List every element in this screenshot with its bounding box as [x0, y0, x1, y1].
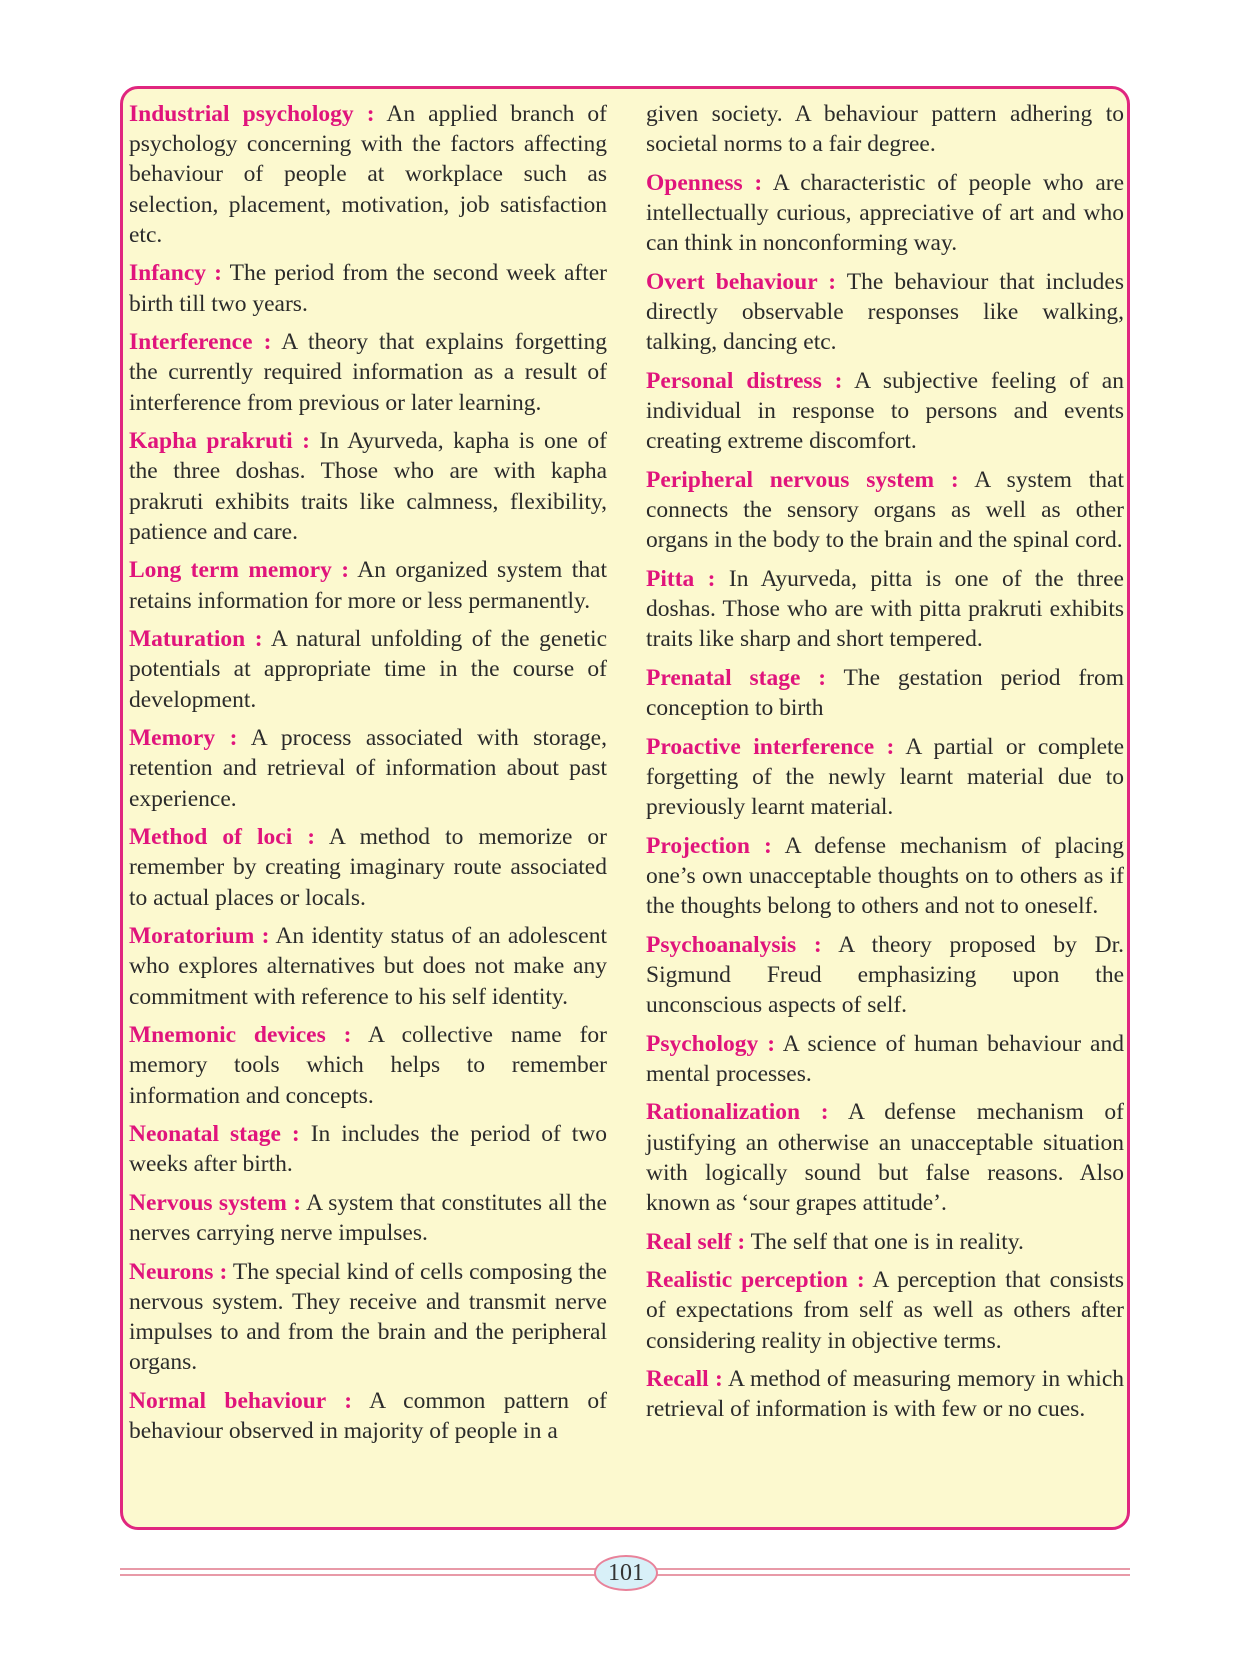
glossary-definition: A method of measuring memory in which retrieval of information is with few or no cues. [646, 1366, 1125, 1423]
glossary-term: Real self : [646, 1228, 746, 1255]
glossary-term: Mnemonic devices : [129, 1022, 352, 1049]
glossary-term: Method of loci : [129, 824, 316, 851]
glossary-entry [129, 1119, 607, 1179]
glossary-definition: The self that one is in reality. [745, 1228, 1024, 1255]
glossary-definition: A system that constitutes all the nerves carrying nerve impulses. [129, 1190, 607, 1247]
glossary-term: Proactive interference : [646, 733, 895, 760]
glossary-definition: An organized system that retains information for more or less permanently. [129, 557, 607, 614]
glossary-panel [120, 86, 1130, 1530]
glossary-definition: A method to memorize or remember by creating imaginary route associated to actual places or locals. [129, 824, 607, 911]
glossary-definition: In Ayurveda, pitta is one of the three doshas. Those who are with pitta prakruti exhibits traits like sharp and short tempered. [646, 565, 1124, 653]
glossary-definition: The period from the second week after birth till two years. [129, 260, 607, 317]
glossary-definition: A defense mechanism of justifying an otherwise an unacceptable situation with logically sound but false reasons. Also known as ‘sour grapes attitude’. [646, 1099, 1124, 1216]
glossary-entry [129, 258, 607, 318]
glossary-term: Peripheral nervous system : [646, 466, 959, 493]
glossary-term: Normal behaviour : [129, 1388, 353, 1414]
glossary-term: Maturation : [129, 626, 263, 653]
glossary-term: Neurons : [129, 1258, 228, 1285]
glossary-definition: A natural unfolding of the genetic potentials at appropriate time in the course of development. [129, 626, 607, 713]
glossary-definition: A system that connects the sensory organs as well as other organs in the body to the brain and the spinal cord. [646, 466, 1124, 554]
glossary-term: Long term memory : [129, 557, 350, 584]
glossary-entry [646, 930, 1124, 1021]
glossary-entry [646, 1364, 1124, 1424]
glossary-term: Nervous system : [129, 1190, 302, 1216]
glossary-definition: given society. A behaviour pattern adhering to societal norms to a fair degree. [646, 101, 1124, 158]
glossary-entry [129, 1020, 607, 1111]
glossary-entry [129, 1257, 607, 1378]
glossary-entry [129, 1386, 607, 1446]
glossary-definition: In includes the period of two weeks after birth. [129, 1121, 607, 1178]
glossary-entry [646, 465, 1124, 556]
glossary-definition: A perception that consists of expectations from self as well as others after considering reality in objective terms. [646, 1267, 1125, 1354]
glossary-entry [129, 822, 607, 913]
glossary-term: Industrial psychology : [129, 101, 375, 127]
glossary-entry [646, 831, 1124, 922]
glossary-entry [129, 1188, 607, 1248]
glossary-entry [646, 1265, 1124, 1356]
glossary-definition: A characteristic of people who are intellectually curious, appreciative of art and who can think in nonconforming way. [646, 169, 1125, 257]
glossary-term: Interference : [129, 329, 272, 356]
glossary-definition: An identity status of an adolescent who explores alternatives but does not make any commitment with reference to his self identity. [129, 923, 607, 1010]
glossary-term: Kapha prakruti : [129, 428, 310, 455]
glossary-entry [129, 723, 607, 814]
glossary-term: Psychology : [646, 1030, 776, 1057]
glossary-definition: The gestation period from conception to birth [646, 664, 1124, 721]
glossary-term: Pitta : [646, 565, 716, 592]
glossary-term: Recall : [646, 1366, 723, 1393]
glossary-entry [129, 327, 607, 418]
glossary-entry [646, 366, 1124, 457]
glossary-right-column [646, 99, 1124, 1433]
glossary-term: Personal distress : [646, 367, 843, 394]
glossary-definition: The special kind of cells composing the nervous system. They receive and transmit nerve impulses to and from the brain and the peripheral organs. [129, 1258, 607, 1376]
glossary-entry-continued [646, 99, 1124, 159]
glossary-entry [129, 99, 607, 250]
glossary-entry [129, 555, 607, 615]
glossary-entry [646, 1029, 1124, 1089]
glossary-entry [646, 1097, 1124, 1218]
glossary-term: Memory : [129, 725, 238, 752]
glossary-term: Infancy : [129, 260, 222, 287]
glossary-term: Psychoanalysis : [646, 931, 822, 958]
glossary-definition: A process associated with storage, retention and retrieval of information about past experience. [129, 725, 607, 812]
glossary-left-column [129, 99, 607, 1455]
glossary-definition: A subjective feeling of an individual in response to persons and events creating extreme discomfort. [646, 367, 1124, 455]
glossary-entry [646, 1227, 1124, 1257]
glossary-entry [646, 564, 1124, 655]
glossary-definition: A theory that explains forgetting the currently required information as a result of interference from previous or later learning. [129, 329, 607, 416]
glossary-definition: A defense mechanism of placing one’s own unacceptable thoughts on to others as if the thoughts belong to others and not to oneself. [646, 832, 1124, 919]
glossary-definition: A common pattern of behaviour observed in majority of people in a [129, 1388, 607, 1445]
glossary-term: Moratorium : [129, 923, 270, 950]
glossary-entry [646, 168, 1124, 259]
glossary-term: Prenatal stage : [646, 664, 827, 691]
glossary-entry [129, 624, 607, 715]
glossary-definition: In Ayurveda, kapha is one of the three doshas. Those who are with kapha prakruti exhibits traits like calmness, flexibility, patience and care. [129, 428, 607, 545]
glossary-definition: An applied branch of psychology concerning with the factors affecting behaviour of people at workplace such as selection, placement, motivation, job satisfaction etc. [129, 101, 608, 248]
glossary-term: Overt behaviour : [646, 268, 837, 295]
glossary-definition: A science of human behaviour and mental processes. [646, 1030, 1124, 1087]
glossary-term: Projection : [646, 832, 772, 859]
glossary-definition: A collective name for memory tools which helps to remember information and concepts. [129, 1022, 607, 1109]
glossary-entry [129, 426, 607, 547]
glossary-definition: The behaviour that includes directly observable responses like walking, talking, dancing etc. [646, 268, 1124, 356]
page-number: 101 [594, 1555, 658, 1591]
glossary-term: Openness : [646, 169, 763, 196]
glossary-entry [646, 267, 1124, 358]
glossary-entry [129, 921, 607, 1012]
glossary-entry [646, 663, 1124, 723]
glossary-definition: A partial or complete forgetting of the newly learnt material due to previously learnt material. [646, 733, 1125, 820]
glossary-term: Neonatal stage : [129, 1121, 300, 1148]
glossary-definition: A theory proposed by Dr. Sigmund Freud emphasizing upon the unconscious aspects of self. [646, 931, 1124, 1018]
glossary-entry [646, 732, 1124, 823]
glossary-term: Realistic perception : [646, 1267, 865, 1294]
glossary-term: Rationalization : [646, 1099, 829, 1126]
